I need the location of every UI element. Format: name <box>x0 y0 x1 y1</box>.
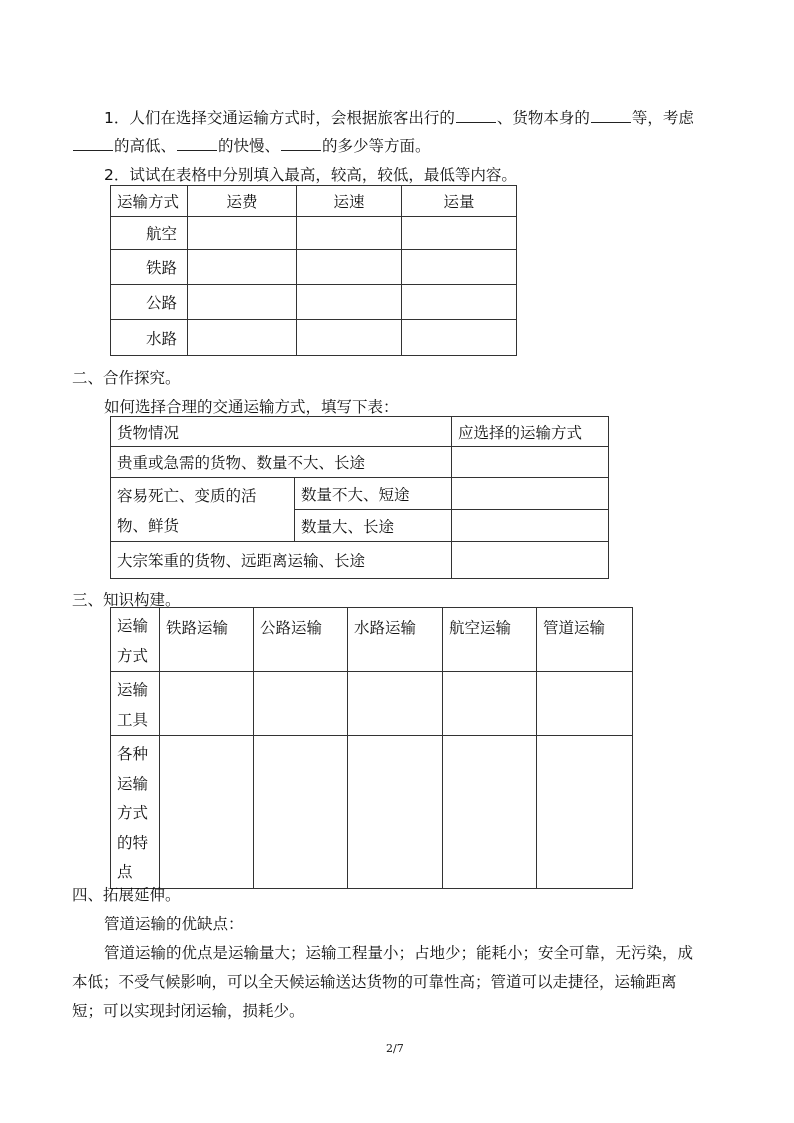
table1-row-water: 水路 <box>111 320 188 356</box>
table3-header-pipeline: 管道运输 <box>537 608 633 672</box>
table2-sub-large-long: 数量大、长途 <box>295 510 452 542</box>
table1-cell[interactable] <box>188 320 297 356</box>
table3-cell[interactable] <box>348 672 443 736</box>
table3-cell[interactable] <box>254 672 348 736</box>
blank-5[interactable] <box>281 149 321 151</box>
table1-cell[interactable] <box>297 250 402 285</box>
q1-text-1: 1．人们在选择交通运输方式时，会根据旅客出行的 <box>104 109 455 127</box>
perishable-line-1: 容易死亡、变质的活 <box>117 487 257 505</box>
table-choose-transport <box>110 416 609 579</box>
table1-cell[interactable] <box>297 285 402 320</box>
table1-cell[interactable] <box>188 285 297 320</box>
table-row <box>111 217 517 250</box>
tools-line-2: 工具 <box>117 710 149 729</box>
table1-row-road: 公路 <box>111 285 188 320</box>
table1-header-volume: 运量 <box>402 186 517 217</box>
table3-cell[interactable] <box>537 672 633 736</box>
section-4-para-line-2: 本低；不受气候影响，可以全天候运输送达货物的可靠性高；管道可以走捷径，运输距离 <box>72 973 677 991</box>
table-row <box>111 250 517 285</box>
table2-header-row <box>111 417 609 447</box>
table3-row-tools <box>111 672 160 736</box>
table2-answer-cell[interactable] <box>451 447 608 478</box>
table1-cell[interactable] <box>402 285 517 320</box>
header-method-line-1: 运输 <box>117 617 149 635</box>
q1-text-5: 的快慢、 <box>218 137 281 155</box>
table1-row-rail: 铁路 <box>111 250 188 285</box>
section-2-title: 二、合作探究。 <box>72 369 181 387</box>
blank-2[interactable] <box>591 121 631 123</box>
table1-header-method: 运输方式 <box>111 186 188 217</box>
table1-header-speed: 运速 <box>297 186 402 217</box>
table3-header-row <box>111 608 633 672</box>
q1-text-4: 的高低、 <box>114 137 177 155</box>
table-knowledge-structure <box>110 607 633 889</box>
table2-answer-cell[interactable] <box>451 510 608 542</box>
q1-text-3: 等，考虑 <box>631 109 694 127</box>
table-row <box>111 285 517 320</box>
table2-header-goods: 货物情况 <box>111 417 452 447</box>
table3-header-rail: 铁路运输 <box>160 608 254 672</box>
features-line-3: 方式 <box>117 804 149 822</box>
table1-cell[interactable] <box>188 217 297 250</box>
features-line-5: 点 <box>117 863 133 881</box>
table3-cell[interactable] <box>348 736 443 889</box>
tools-line-1: 运输 <box>117 681 149 699</box>
blank-4[interactable] <box>177 149 217 151</box>
q1-text-2: 、货物本身的 <box>496 109 590 127</box>
table-row <box>111 736 633 889</box>
table-row <box>111 478 609 510</box>
table2-header-method: 应选择的运输方式 <box>451 417 608 447</box>
table1-cell[interactable] <box>402 250 517 285</box>
section-3-title: 三、知识构建。 <box>72 591 181 609</box>
table3-header-road: 公路运输 <box>254 608 348 672</box>
question-2: 2．试试在表格中分别填入最高，较高，较低，最低等内容。 <box>104 166 517 184</box>
table3-header-water: 水路运输 <box>348 608 443 672</box>
question-1-line-1 <box>104 106 694 128</box>
table-row <box>111 542 609 579</box>
perishable-line-2: 物、鲜货 <box>117 516 180 535</box>
blank-3[interactable] <box>73 149 113 151</box>
table3-row-features <box>111 736 160 889</box>
question-1-line-2 <box>72 134 431 156</box>
table2-row-bulk: 大宗笨重的货物、远距离运输、长途 <box>111 542 452 579</box>
table-transport-comparison <box>110 185 517 356</box>
section-4-title: 四、拓展延伸。 <box>72 886 181 904</box>
table3-header-air: 航空运输 <box>443 608 537 672</box>
table-row <box>111 320 517 356</box>
section-2-intro: 如何选择合理的交通运输方式，填写下表： <box>104 398 399 416</box>
table2-answer-cell[interactable] <box>451 542 608 579</box>
table-row <box>111 672 633 736</box>
table3-cell[interactable] <box>160 736 254 889</box>
section-4-para-line-1: 管道运输的优点是运输量大；运输工程量小；占地少；能耗小；安全可靠，无污染，成 <box>104 944 694 962</box>
features-line-4: 的特 <box>117 833 149 852</box>
q1-text-6: 的多少等方面。 <box>322 137 431 155</box>
table3-header-method <box>111 608 160 672</box>
header-method-line-2: 方式 <box>117 646 149 665</box>
table1-row-air: 航空 <box>111 217 188 250</box>
table3-cell[interactable] <box>537 736 633 889</box>
table2-row-perishable <box>111 478 295 542</box>
table1-header-cost: 运费 <box>188 186 297 217</box>
section-4-para-line-3: 短；可以实现封闭运输，损耗少。 <box>72 1002 305 1020</box>
table3-cell[interactable] <box>254 736 348 889</box>
page-number: 2/7 <box>386 1042 404 1055</box>
section-4-subtitle: 管道运输的优缺点： <box>104 915 244 933</box>
table3-cell[interactable] <box>443 672 537 736</box>
blank-1[interactable] <box>456 121 496 123</box>
table-row <box>111 447 609 478</box>
table3-cell[interactable] <box>443 736 537 889</box>
table1-header-row <box>111 186 517 217</box>
table2-answer-cell[interactable] <box>451 478 608 510</box>
table2-row-valuable: 贵重或急需的货物、数量不大、长途 <box>111 447 452 478</box>
table1-cell[interactable] <box>402 320 517 356</box>
features-line-2: 运输 <box>117 774 149 793</box>
table2-sub-small-short: 数量不大、短途 <box>295 478 452 510</box>
table1-cell[interactable] <box>402 217 517 250</box>
table1-cell[interactable] <box>297 217 402 250</box>
features-line-1: 各种 <box>117 745 149 763</box>
table1-cell[interactable] <box>297 320 402 356</box>
table1-cell[interactable] <box>188 250 297 285</box>
table3-cell[interactable] <box>160 672 254 736</box>
